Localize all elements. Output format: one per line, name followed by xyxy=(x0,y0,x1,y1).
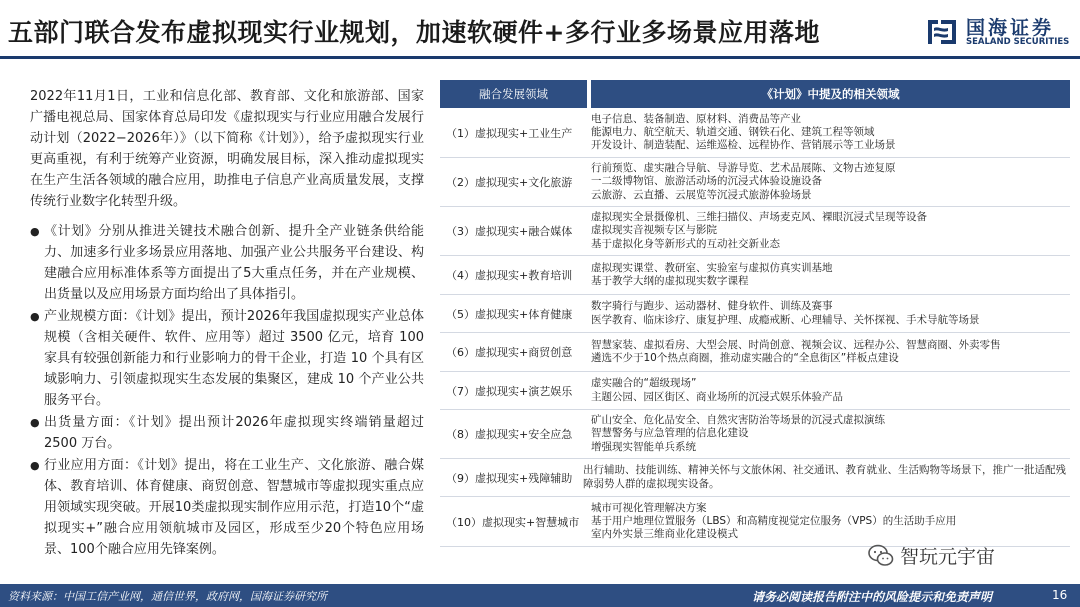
bullet-icon: ● xyxy=(30,416,40,429)
page-number: 16 xyxy=(1052,588,1068,602)
table-row xyxy=(440,497,1070,547)
related-cell xyxy=(591,158,1070,206)
related-line: 智慧家装、虚拟看房、大型会展、时尚创意、视频会议、远程办公、智慧商圈、外卖零售 xyxy=(591,338,1001,351)
bullet-text: 行业应用方面：《计划》提出，将在工业生产、文化旅游、融合媒体、教育培训、体育健康、商贸创意、智慧城市等虚拟现实重点应用领域实现突破。开展10类虚拟现实制作应用示范，打造10个“虚拟现实+”融合应用领航城市及园区，形成至少20个特色应用场景、100个融合应用先锋案例。 xyxy=(44,458,424,557)
application-fields-table xyxy=(440,80,1070,547)
table-row xyxy=(440,108,1070,158)
bullet-text: 《计划》分别从推进关键技术融合创新、提升全产业链条供给能力、加速多行业多场景应用落地、加强产业公共服务平台建设、构建融合应用标准体系等方面提出了5大重点任务，并在产业规模、出货量以及应用场景方面均给出了具体指引。 xyxy=(44,224,424,302)
related-line: 数字骑行与跑步、运动器材、健身软件、训练及赛事 xyxy=(591,300,833,313)
table-row xyxy=(440,459,1070,497)
wechat-icon xyxy=(868,543,894,569)
related-line: 室内外实景三维商业化建设模式 xyxy=(591,528,738,541)
field-cell: （10）虚拟现实+智慧城市 xyxy=(446,515,580,529)
field-cell: （4）虚拟现实+教育培训 xyxy=(446,269,573,282)
source-note: 资料来源：中国工信产业网，通信世界，政府网，国海证券研究所 xyxy=(8,590,327,603)
related-line: 出行辅助、技能训练、精神关怀与文旅休闲、社交通讯、教育就业、生活购物等场景下，推广一批适配残 xyxy=(583,464,1066,477)
bullet-item xyxy=(30,412,424,454)
header-divider xyxy=(0,56,1080,59)
field-cell: （5）虚拟现实+体育健康 xyxy=(446,307,573,321)
related-cell xyxy=(591,256,1070,294)
related-line: 电子信息、装备制造、原材料、消费品等产业 xyxy=(591,112,801,125)
field-cell: （9）虚拟现实+残障辅助 xyxy=(446,471,573,485)
related-line: 一二级博物馆、旅游活动场的沉浸式体验设施设备 xyxy=(591,175,822,188)
related-line: 医学教育、临床诊疗、康复护理、成瘾戒断、心理辅导、关怀探视、手术导航等场景 xyxy=(591,313,980,326)
table-row xyxy=(440,410,1070,459)
related-line: 基于用户地理位置服务（LBS）和高精度视觉定位服务（VPS）的生活助手应用 xyxy=(591,514,957,527)
related-line: 矿山安全、危化品安全、自然灾害防治等场景的沉浸式虚拟演练 xyxy=(591,414,885,427)
logo-chinese-name: 国海证券 xyxy=(966,17,1055,39)
header xyxy=(0,0,1080,60)
bullet-text: 产业规模方面：《计划》提出，预计2026年我国虚拟现实产业总体规模（含相关硬件、软件、应用等）超过 3500 亿元，培育 100 家具有较强创新能力和行业影响力的骨干企业，打造 10 个具有区域影响力、引领虚拟现实生态发展的集聚区，建成 10 个产业公共服务平台。 xyxy=(44,309,424,408)
related-line: 遴选不少于10个热点商圈，推动虚实融合的“全息街区”样板点建设 xyxy=(591,352,899,364)
column-header-related: 《计划》中提及的相关领域 xyxy=(591,80,1070,108)
related-cell xyxy=(591,372,1070,409)
bullet-item xyxy=(30,306,424,411)
related-line: 基于虚拟化身等新形式的互动社交新业态 xyxy=(591,237,780,250)
related-cell xyxy=(591,410,1070,458)
bullet-text: 出货量方面：《计划》提出预计2026年虚拟现实终端销量超过2500 万台。 xyxy=(44,415,424,451)
related-cell xyxy=(591,295,1070,332)
related-line: 障弱势人群的虚拟现实设备。 xyxy=(583,477,720,490)
intro-paragraph: 2022年11月1日，工业和信息化部、教育部、文化和旅游部、国家广播电视总局、国家体育总局印发《虚拟现实与行业应用融合发展行动计划（2022−2026年）》（以下简称《计划》），给予虚拟现实行业更高重视，有利于统筹产业资源，明确发展目标，深入推动虚拟现实在生产生活各领域的融合应用，助推电子信息产业高质量发展，支撑传统行业数字化转型升级。 xyxy=(30,89,424,209)
sealand-logo-icon xyxy=(924,14,960,50)
table-row xyxy=(440,256,1070,295)
bullet-item xyxy=(30,221,424,305)
body-text xyxy=(30,86,424,561)
related-cell xyxy=(583,459,1070,496)
wechat-watermark xyxy=(868,542,995,569)
column-header-field: 融合发展领域 xyxy=(440,80,587,108)
field-cell: （1）虚拟现实+工业生产 xyxy=(446,126,573,140)
field-cell: （3）虚拟现实+融合媒体 xyxy=(446,225,573,238)
related-line: 能源电力、航空航天、轨道交通、钢铁石化、建筑工程等领域 xyxy=(591,125,875,138)
table-row xyxy=(440,158,1070,207)
table-row xyxy=(440,207,1070,256)
field-cell: （7）虚拟现实+演艺娱乐 xyxy=(446,384,573,398)
related-cell xyxy=(591,497,1070,546)
field-cell: （6）虚拟现实+商贸创意 xyxy=(446,346,573,359)
table-row xyxy=(440,372,1070,410)
related-line: 虚拟现实全景摄像机、三维扫描仪、声场麦克风、裸眼沉浸式呈现等设备 xyxy=(591,211,927,224)
related-line: 城市可视化管理解决方案 xyxy=(591,501,707,514)
bullet-icon: ● xyxy=(30,310,40,323)
related-line: 虚拟现实音视频专区与影院 xyxy=(591,224,717,237)
table-header xyxy=(440,80,1070,108)
related-line: 主题公园、园区街区、商业场所的沉浸式娱乐体验产品 xyxy=(591,390,843,403)
footer-bar xyxy=(0,584,1080,607)
related-line: 云旅游、云直播、云展览等沉浸式旅游体验场景 xyxy=(591,188,812,201)
page-title: 五部门联合发布虚拟现实行业规划，加速软硬件+多行业多场景应用落地 xyxy=(8,18,820,47)
related-line: 智慧警务与应急管理的信息化建设 xyxy=(591,427,749,440)
related-cell xyxy=(591,108,1070,157)
related-line: 增强现实智能单兵系统 xyxy=(591,440,696,453)
table-row xyxy=(440,333,1070,372)
related-line: 虚拟现实课堂、教研室、实验室与虚拟仿真实训基地 xyxy=(591,261,833,274)
bullet-icon: ● xyxy=(30,225,40,238)
bullet-icon: ● xyxy=(30,459,40,472)
related-line: 基于教学大纲的虚拟现实数字课程 xyxy=(591,275,749,287)
bullet-item xyxy=(30,455,424,560)
table-body xyxy=(440,108,1070,547)
table-row xyxy=(440,295,1070,333)
disclaimer-link[interactable]: 请务必阅读报告附注中的风险提示和免责声明 xyxy=(752,590,993,604)
related-cell xyxy=(591,333,1070,371)
field-cell: （2）虚拟现实+文化旅游 xyxy=(446,176,573,189)
related-line: 行前预览、虚实融合导航、导游导览、艺术品展陈、文物古迹复原 xyxy=(591,162,896,175)
related-line: 开发设计、制造装配、运维巡检、远程协作、营销展示等工业场景 xyxy=(591,139,896,152)
related-cell xyxy=(591,207,1070,255)
company-logo xyxy=(924,12,1074,52)
logo-english-name: SEALAND SECURITIES xyxy=(966,37,1070,47)
field-cell: （8）虚拟现实+安全应急 xyxy=(446,428,573,441)
related-line: 虚实融合的“超级现场” xyxy=(591,377,697,390)
watermark-text: 智玩元宇宙 xyxy=(900,546,996,568)
